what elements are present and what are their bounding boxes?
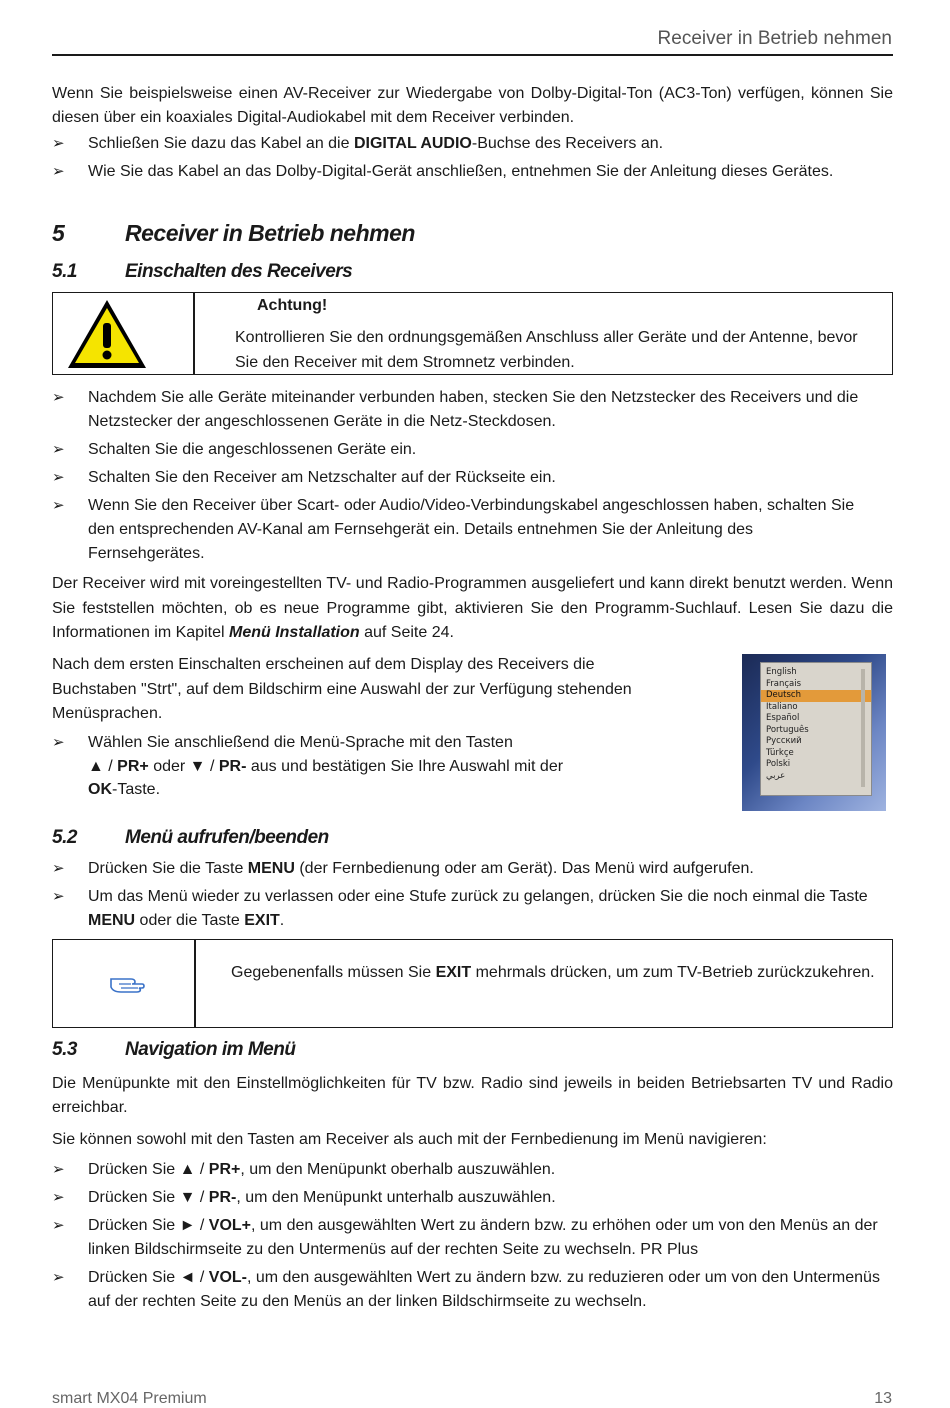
subsection-heading: 5.3 Navigation im Menü xyxy=(52,1039,296,1060)
chapter-reference: Menü Installation xyxy=(228,624,360,641)
warning-title: Achtung! xyxy=(257,297,328,314)
bullet-arrow-icon: ➢ xyxy=(52,441,65,458)
note-text: Gegebenenfalls müssen Sie EXIT mehrmals drücken, um zum TV-Betrieb zurückzukehren. xyxy=(231,964,875,981)
warning-box xyxy=(52,292,893,375)
bullet-arrow-icon: ➢ xyxy=(52,1161,65,1178)
bullet-arrow-icon: ➢ xyxy=(52,860,65,877)
intro-paragraph: Wenn Sie beispielsweise einen AV-Receiver zur Wiedergabe von Dolby-Digital-Ton (AC3-Ton) verfügen, können Sie diesen über ein koaxiales Digital-Audiokabel mit dem Receiver verbinden. xyxy=(52,85,893,126)
menu-item-language: Português xyxy=(766,724,809,735)
list-item: ➢ Wenn Sie den Receiver über Scart- oder Audio/Video-Verbindungskabel angeschlossen haben, schalten Sie den entsprechenden AV-Kanal am Fernsehgerät ein. Details entnehmen Sie der Anleitung des Fernsehgerätes. xyxy=(52,494,893,566)
menu-item-language: Español xyxy=(766,713,800,723)
list-item: ➢ Wie Sie das Kabel an das Dolby-Digital-Gerät anschließen, entnehmen Sie der Anleitung dieses Gerätes. xyxy=(52,160,893,184)
language-menu-panel xyxy=(760,662,872,796)
warning-text: Kontrollieren Sie den ordnungsgemäßen Anschluss aller Geräte und der Antenne, bevor Sie den Receiver mit dem Stromnetz verbinden. xyxy=(235,329,858,371)
list-item: ➢ Drücken Sie die Taste MENU (der Fernbedienung oder am Gerät). Das Menü wird aufgerufen. xyxy=(52,857,893,881)
section-heading: 5 Receiver in Betrieb nehmen xyxy=(52,220,415,246)
pointing-hand-icon xyxy=(109,971,145,995)
paragraph: Nach dem ersten Einschalten erscheinen auf dem Display des Receivers die Buchstaben "Strt", auf dem Bildschirm eine Auswahl der zur Verfügung stehenden Menüsprachen. xyxy=(52,656,632,722)
subsection-heading: 5.1 Einschalten des Receivers xyxy=(52,261,353,282)
list-item: ➢ Drücken Sie ◄ / VOL-, um den ausgewählten Wert zu ändern bzw. zu reduzieren oder um von den Untermenüs auf der rechten Seite zu den Menüs an der linken Bildschirmseite zu wechseln. xyxy=(52,1266,893,1314)
bullet-arrow-icon: ➢ xyxy=(52,497,65,514)
bullet-arrow-icon: ➢ xyxy=(52,389,65,406)
paragraph: Der Receiver wird mit voreingestellten TV- und Radio-Programmen ausgeliefert und kann direkt benutzt werden. Wenn Sie feststellen möchten, ob es neue Programme gibt, aktivieren Sie den Programm-Suchlauf. Lesen Sie dazu die Informationen im Kapitel Menü Installation auf Seite 24. xyxy=(52,575,893,641)
list-item: ➢ Schalten Sie die angeschlossenen Geräte ein. xyxy=(52,438,893,462)
list-item: ➢ Wählen Sie anschließend die Menü-Sprache mit den Tasten ▲ / PR+ oder ▼ / PR- aus und bestätigen Sie Ihre Auswahl mit der OK-Taste. xyxy=(52,731,652,802)
menu-item-language: English xyxy=(766,667,797,677)
footer-product-name: smart MX04 Premium xyxy=(52,1390,207,1407)
menu-item-language: Türkçe xyxy=(766,747,794,758)
bullet-arrow-icon: ➢ xyxy=(52,469,65,486)
bullet-arrow-icon: ➢ xyxy=(52,1217,65,1234)
menu-item-language: Français xyxy=(766,678,802,689)
paragraph: Die Menüpunkte mit den Einstellmöglichkeiten für TV bzw. Radio sind jeweils in beiden Betriebsarten TV und Radio erreichbar. xyxy=(52,1075,893,1116)
note-box xyxy=(52,939,893,1028)
paragraph: Sie können sowohl mit den Tasten am Receiver als auch mit der Fernbedienung im Menü navigieren: xyxy=(52,1131,767,1148)
language-menu-screenshot xyxy=(742,654,886,811)
menu-item-language: Italiano xyxy=(766,701,798,712)
menu-item-language-selected: Deutsch xyxy=(761,690,871,702)
bullet-arrow-icon: ➢ xyxy=(52,1189,65,1206)
warning-triangle-icon xyxy=(65,297,149,371)
bullet-arrow-icon: ➢ xyxy=(52,888,65,905)
bullet-arrow-icon: ➢ xyxy=(52,135,65,152)
bullet-arrow-icon: ➢ xyxy=(52,163,65,180)
menu-item-language: Polski xyxy=(766,759,791,769)
header-rule xyxy=(52,54,893,56)
list-item: ➢ Schalten Sie den Receiver am Netzschalter auf der Rückseite ein. xyxy=(52,466,893,490)
list-item: ➢ Drücken Sie ▲ / PR+, um den Menüpunkt oberhalb auszuwählen. xyxy=(52,1158,893,1182)
list-item: ➢ Um das Menü wieder zu verlassen oder eine Stufe zurück zu gelangen, drücken Sie die noch einmal die Taste MENU oder die Taste EXIT. xyxy=(52,885,893,933)
subsection-heading: 5.2 Menü aufrufen/beenden xyxy=(52,827,329,848)
menu-item-language: عربي xyxy=(766,770,786,781)
list-item: ➢ Drücken Sie ▼ / PR-, um den Menüpunkt unterhalb auszuwählen. xyxy=(52,1186,893,1210)
bullet-arrow-icon: ➢ xyxy=(52,734,65,751)
running-header: Receiver in Betrieb nehmen xyxy=(657,28,892,49)
menu-scrollbar xyxy=(861,669,865,787)
list-item: ➢ Schließen Sie dazu das Kabel an die DIGITAL AUDIO-Buchse des Receivers an. xyxy=(52,132,893,156)
menu-item-language: Русский xyxy=(766,736,802,746)
list-item: ➢ Drücken Sie ► / VOL+, um den ausgewählten Wert zu ändern bzw. zu erhöhen oder um von den Menüs an der linken Bildschirmseite zu den Untermenüs auf der rechten Seite zu wechseln. PR Plus xyxy=(52,1214,893,1262)
list-item: ➢ Nachdem Sie alle Geräte miteinander verbunden haben, stecken Sie den Netzstecker des Receivers und die Netzstecker der angeschlossenen Geräte in die Netz-Steckdosen. xyxy=(52,386,893,434)
page-number: 13 xyxy=(874,1390,892,1407)
bullet-arrow-icon: ➢ xyxy=(52,1269,65,1286)
